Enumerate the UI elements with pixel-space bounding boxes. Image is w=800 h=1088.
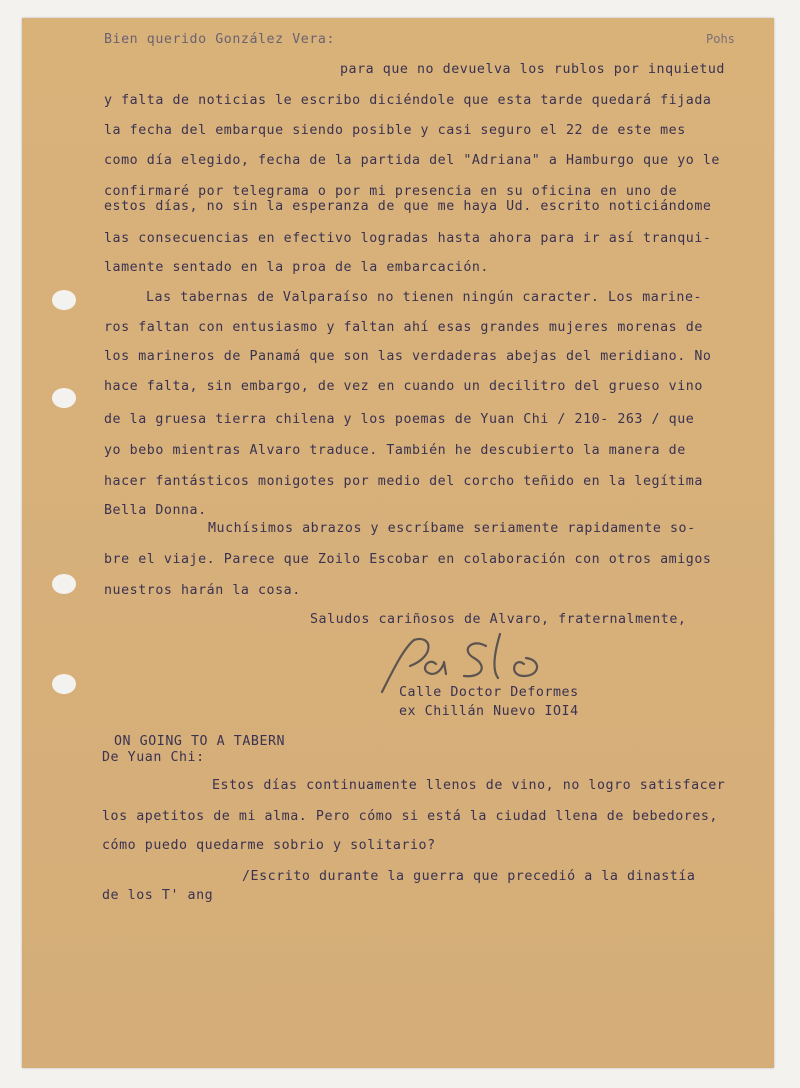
letter-line: Bella Donna. [104, 503, 207, 518]
letter-line: lamente sentado en la proa de la embarcación. [104, 260, 489, 275]
poem-line: los apetitos de mi alma. Pero cómo si está la ciudad llena de bebedores, [102, 809, 718, 824]
poem-line: Estos días continuamente llenos de vino, no logro satisfacer [212, 778, 726, 793]
letter-line: Muchísimos abrazos y escríbame seriamente rapidamente so- [208, 521, 696, 536]
letter-line: hace falta, sin embargo, de vez en cuando un decilitro del grueso vino [104, 379, 703, 394]
poem-line: cómo puedo quedarme sobrio y solitario? [102, 838, 436, 853]
note-line: de los T' ang [102, 888, 214, 903]
letter-page [22, 18, 774, 1068]
note-line: /Escrito durante la guerra que precedió a la dinastía [242, 869, 696, 884]
address-line: Calle Doctor Deformes [399, 685, 579, 700]
punch-hole [52, 574, 76, 594]
letter-line: confirmaré por telegrama o por mi presencia en su oficina en uno de [104, 184, 678, 199]
salutation: Bien querido González Vera: [104, 32, 335, 47]
address-line: ex Chillán Nuevo IOI4 [399, 704, 579, 719]
letter-line: Las tabernas de Valparaíso no tienen ningún caracter. Los marine- [146, 290, 703, 305]
page-number: Pohs [706, 32, 735, 46]
punch-hole [52, 674, 76, 694]
letter-line: las consecuencias en efectivo logradas hasta ahora para ir así tranqui- [104, 231, 712, 246]
letter-line: los marineros de Panamá que son las verdaderas abejas del meridiano. No [104, 349, 712, 364]
letter-line: como día elegido, fecha de la partida del "Adriana" a Hamburgo que yo le [104, 153, 720, 168]
letter-line: nuestros harán la cosa. [104, 583, 301, 598]
letter-line: la fecha del embarque siendo posible y casi seguro el 22 de este mes [104, 123, 686, 138]
poem-author: De Yuan Chi: [102, 750, 205, 765]
letter-line: bre el viaje. Parece que Zoilo Escobar en colaboración con otros amigos [104, 552, 712, 567]
punch-hole [52, 388, 76, 408]
letter-line: estos días, no sin la esperanza de que me haya Ud. escrito noticiándome [104, 199, 712, 214]
letter-line: yo bebo mientras Alvaro traduce. También he descubierto la manera de [104, 443, 686, 458]
letter-line: hacer fantásticos monigotes por medio del corcho teñido en la legítima [104, 474, 703, 489]
letter-line: ros faltan con entusiasmo y faltan ahí esas grandes mujeres morenas de [104, 320, 703, 335]
letter-line: y falta de noticias le escribo diciéndole que esta tarde quedará fijada [104, 93, 712, 108]
letter-line: para que no devuelva los rublos por inquietud [340, 62, 725, 77]
poem-title: ON GOING TO A TABERN [114, 734, 286, 749]
letter-line: de la gruesa tierra chilena y los poemas de Yuan Chi / 210- 263 / que [104, 412, 695, 427]
closing: Saludos cariñosos de Alvaro, fraternalmente, [310, 612, 687, 627]
punch-hole [52, 290, 76, 310]
